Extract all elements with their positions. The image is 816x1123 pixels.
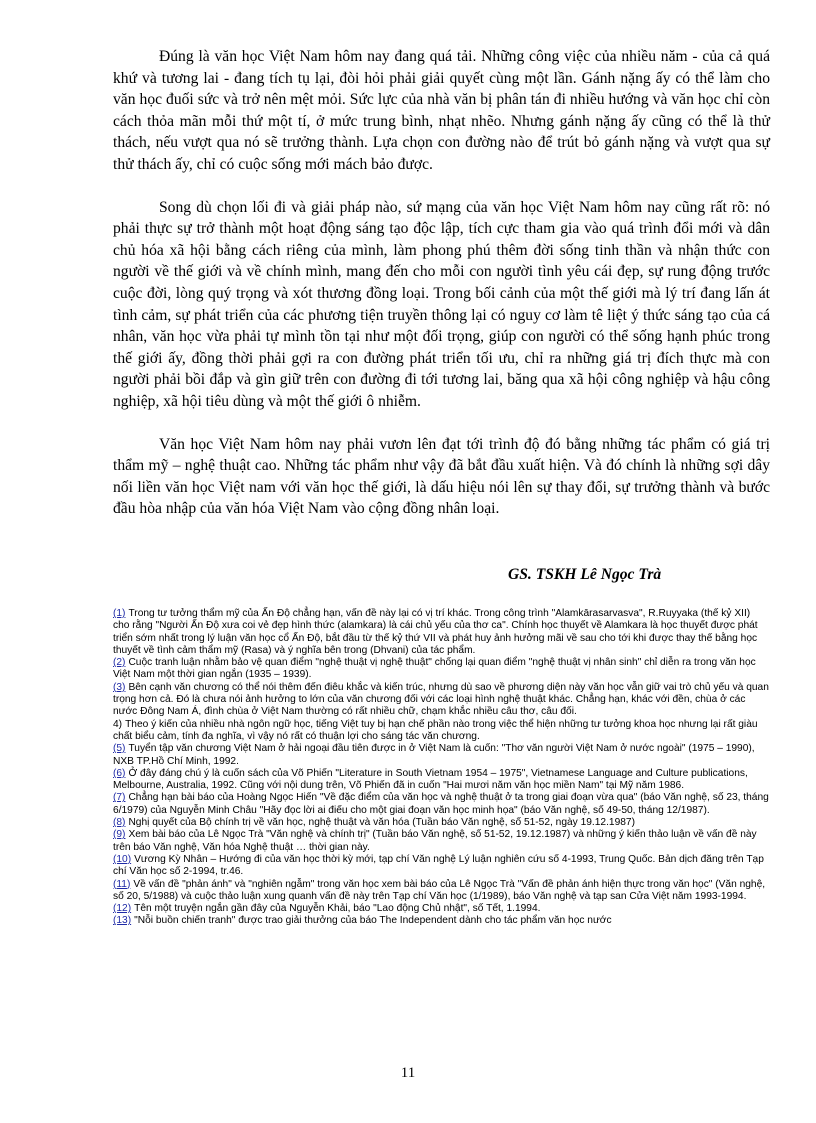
author-signature: GS. TSKH Lê Ngọc Trà [508,566,662,583]
footnote-ref-link[interactable]: (12) [113,903,132,915]
footnote [113,743,769,768]
footnote-text: Xem bài báo của Lê Ngọc Trà "Văn nghệ và chính trị" (Tuần báo Văn nghệ, số 51-52, 19.12.1987) và những ý kiến thảo luận về vấn đề này trên báo Văn nghệ, Văn hóa Nghệ thuật … thời gian này. [113,829,757,853]
footnote [113,768,769,793]
paragraph-1: Đúng là văn học Việt Nam hôm nay đang quá tải. Những công việc của nhiều năm - của cả quá khứ và tương lai - đang tích tụ lại, đòi hỏi phải giải quyết cùng một lần. Gánh nặng ấy có thể làm cho văn học đuối sức và trở nên mệt mỏi. Sức lực của nhà văn bị phân tán đi nhiều hướng và văn học chỉ còn cách thỏa mãn mỗi thứ một tí, ở mức trung bình, nhạt nhẽo. Nhưng gánh nặng ấy cũng có thể là thử thách, nếu vượt qua nó sẽ trưởng thành. Lựa chọn con đường nào để trút bỏ gánh nặng và vượt qua sự thử thách ấy, chỉ có cuộc sống mới mách bảo được. [113,48,770,173]
essay-body [113,46,770,541]
footnote [113,657,769,682]
footnote-ref: 4) [113,718,123,730]
footnote-ref-link[interactable]: (2) [113,657,126,669]
footnote-text: Cuộc tranh luận nhằm bảo vệ quan điểm "nghệ thuật vị nghệ thuật" chống lại quan điểm "nghệ thuật vị nhân sinh" chỉ diễn ra trong văn học Việt Nam một thời gian ngắn (1935 – 1939). [113,657,756,681]
footnote-ref-link[interactable]: (7) [113,792,126,804]
footnote-ref-link[interactable]: (1) [113,608,126,619]
footnote-text: Vương Kỳ Nhân – Hướng đi của văn học thời kỳ mới, tạp chí Văn nghệ Lý luận nghiên cứu số 4-1993, Trung Quốc. Bản dịch đăng trên Tạp chí Văn học số 2-1994, tr.46. [113,853,764,878]
footnote [113,792,769,817]
footnote-ref-link[interactable]: (6) [113,767,126,779]
footnote-text: Bên cạnh văn chương có thể nói thêm đến điêu khắc và kiến trúc, nhưng dù sao về phương diện này văn học vẫn giữ vai trò chủ yếu và quan trọng hơn cả. Đó là chưa nói ảnh hưởng to lớn của văn chương đối với các loại hình nghệ thuật khác. Chẳng hạn, khác với đền, chùa ở các nước Đông Nam Á, đình chùa ở Việt Nam thường có rất nhiều chữ, chạm khắc nhiều câu thơ, câu đối. [113,681,769,718]
footnote-text: Ở đây đáng chú ý là cuốn sách của Võ Phiến "Literature in South Vietnam 1954 – 1975", Vietnamese Language and Culture publications, Melbourne, Australia, 1992. Cũng với nội dung trên, Võ Phiến đã in cuốn "Hai mươi năm văn học miền Nam" tại Mỹ năm 1986. [113,767,748,792]
footnote-text: Theo ý kiến của nhiều nhà ngôn ngữ học, tiếng Việt tuy bị hạn chế phần nào trong việc thể hiện những tư tưởng khoa học nhưng lại rất giàu chất biểu cảm, tính đa nghĩa, vì vậy nó rất có thuận lợi cho sáng tác văn chương. [113,718,758,742]
footnote-ref-link[interactable]: (3) [113,681,126,693]
footnote-text: "Nỗi buồn chiến tranh" được trao giải thưởng của báo The Independent dành cho tác phẩm văn học nước [134,915,612,927]
footnote [113,854,769,879]
footnote-ref-link[interactable]: (8) [113,817,126,829]
footnote-ref-link[interactable]: (9) [113,829,126,841]
paragraph-2: Song dù chọn lối đi và giải pháp nào, sứ mạng của văn học Việt Nam hôm nay cũng rất rõ: nó phải thực sự trở thành một hoạt động sáng tạo độc lập, tích cực tham gia vào quá trình đổi mới và dân chủ hóa xã hội bằng cách riêng của mình, làm phong phú thêm đời sống tinh thần và nhận thức con người về thế giới và về chính mình, mang đến cho mỗi con người tình yêu cái đẹp, sự rung động trước cuộc đời, lòng quý trọng và xót thương đồng loại. Trong bối cảnh của một thế giới mà lý trí đang lấn át tình cảm, sự phát triển của các phương tiện truyền thông lại có nguy cơ làm tê liệt ý thức sáng tạo của cá nhân, văn học vừa phải tự mình tồn tại như một đối trọng, giúp con người có thể sống hạnh phúc trong thế giới ấy, đồng thời phải gợi ra con đường phát triển tối ưu, chỉ ra những giá trị đích thực mà con người phải bồi đắp và gìn giữ trên con đường đi tới tương lai, băng qua xã hội công nghiệp và hậu công nghiệp, xã hội tiêu dùng và một thế giới ô nhiễm. [113,198,770,410]
footnotes [113,608,769,928]
footnote-text: Tuyển tập văn chương Việt Nam ở hải ngoại đầu tiên được in ở Việt Nam là cuốn: "Thơ văn người Việt Nam ở nước ngoài" (1975 – 1990), NXB TP.Hồ Chí Minh, 1992. [113,743,755,767]
footnote-ref-link[interactable]: (10) [113,853,132,865]
footnote-ref-link[interactable]: (11) [113,878,131,890]
footnote [113,817,769,829]
footnote [113,719,769,744]
footnote-text: Trong tư tưởng thẩm mỹ của Ấn Độ chẳng hạn, vấn đề này lại có vị trí khác. Trong công trình "Alamkārasarvasva", R.Ruyyaka (thế kỷ XII) cho rằng "Người Ấn Độ xưa coi vẻ đẹp hình thức (alamkara) là cái chủ yếu của thơ ca". Chính học thuyết về Alamkara là học thuyết được phát triển sớm nhất trong lý luận văn học cổ Ấn Độ, bắt đầu từ thế kỷ thứ VII và phát huy ảnh hưởng mãi về sau cho tới khi được thay thế bằng học thuyết về tình cảm thẩm mỹ (Rasa) và ý nghĩa bên trong (Dhvani) của tác phẩm. [113,608,758,656]
footnote-text: Nghị quyết của Bộ chính trị về văn học, nghệ thuật và văn hóa (Tuần báo Văn nghệ, số 51-52, ngày 19.12.1987) [128,817,635,829]
footnote-text: Chẳng hạn bài báo của Hoàng Ngọc Hiến "Về đặc điểm của văn học và nghệ thuật ở ta trong giai đoạn vừa qua" (báo Văn nghệ, số 23, tháng 6/1979) của Nguyễn Minh Châu "Hãy đọc lời ai điếu cho một giai đoạn văn học minh họa" (báo Văn nghệ, số 49-50, tháng 12/1987). [113,792,769,816]
footnote [113,903,769,915]
footnote [113,879,769,904]
footnote [113,915,769,927]
footnote-ref-link[interactable]: (5) [113,743,126,755]
paragraph-3: Văn học Việt Nam hôm nay phải vươn lên đạt tới trình độ đó bằng những tác phẩm có giá trị thẩm mỹ – nghệ thuật cao. Những tác phẩm như vậy đã bắt đầu xuất hiện. Và đó chính là những sợi dây nối liền văn học Việt nam với văn học thế giới, là dấu hiệu nói lên sự thay đổi, sự trưởng thành và bước đầu hòa nhập của văn hóa Việt Nam vào cộng đồng nhân loại. [113,435,770,518]
footnote-text: Về vấn đề "phản ánh" và "nghiên ngẫm" trong văn học xem bài báo của Lê Ngọc Trà "Vấn đề phản ánh hiện thực trong văn học" (Văn nghệ, số 20, 5/1988) và cuộc thảo luận xung quanh vấn đề này trên Tạp chí Văn học (1/1989), báo Văn nghệ và tạp san Cửa Việt năm 1993-1994. [113,878,766,902]
footnote-ref-link[interactable]: (13) [113,915,132,927]
page-number: 11 [400,1065,416,1081]
footnote [113,608,769,657]
footnote-text: Tên một truyện ngắn gần đây của Nguyễn Khải, báo "Lao động Chủ nhật", số Tết, 1.1994. [134,903,541,915]
footnote [113,829,769,854]
footnote [113,682,769,719]
